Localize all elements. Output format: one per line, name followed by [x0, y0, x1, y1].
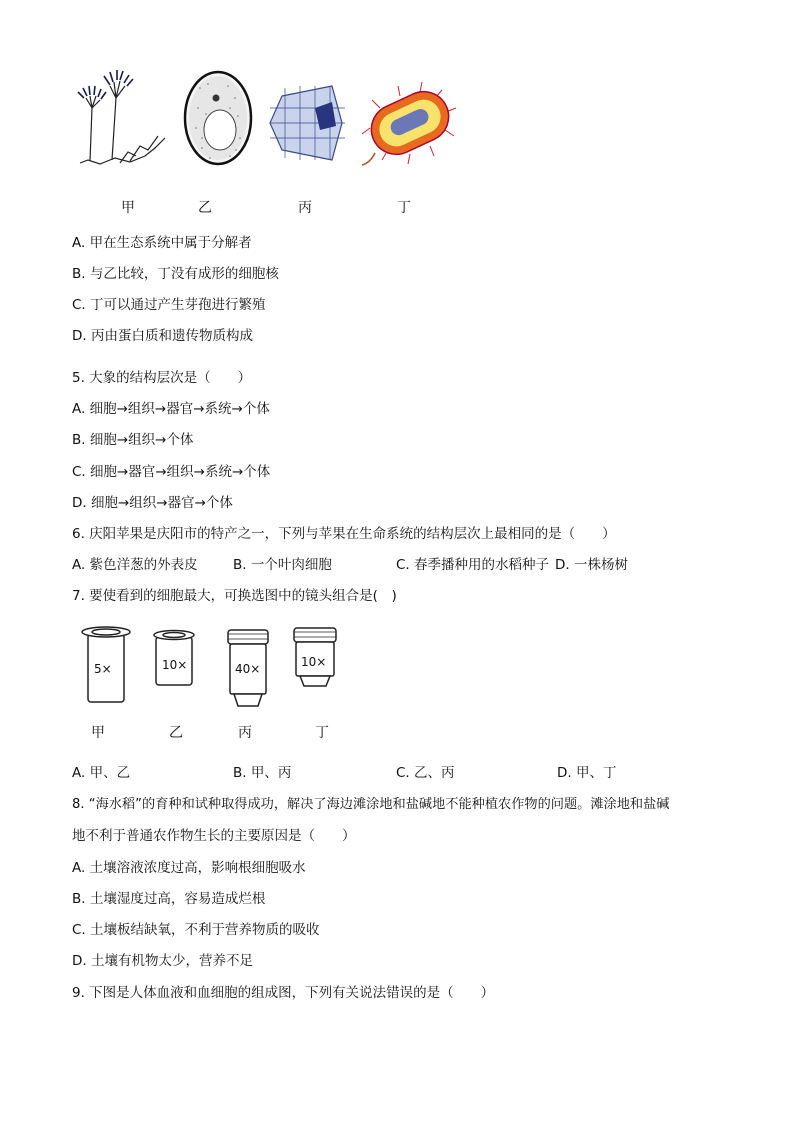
figure-organisms: [70, 68, 460, 178]
q8-stem-line1: 8. “海水稻”的育种和试种取得成功，解决了海边滩涂地和盐碱地不能种植农作物的问题。滩涂地和盐碱: [72, 797, 670, 812]
q5-option-d: D. 细胞→组织→器官→个体: [72, 495, 233, 511]
lens-jia-magnification: 5×: [94, 662, 112, 676]
q6-option-d: D. 一株杨树: [555, 557, 628, 573]
lens-bing-magnification: 40×: [235, 662, 261, 676]
lens-label-yi: 乙: [169, 725, 183, 741]
q4-option-d: D. 丙由蛋白质和遗传物质构成: [72, 328, 253, 344]
q4-option-b: B. 与乙比较，丁没有成形的细胞核: [72, 266, 279, 282]
q6-option-a: A. 紫色洋葱的外表皮: [72, 557, 198, 573]
cell-illustration: [185, 72, 251, 164]
q6-stem: 6. 庆阳苹果是庆阳市的特产之一，下列与苹果在生命系统的结构层次上最相同的是（ ）: [72, 526, 616, 542]
lens-label-ding: 丁: [315, 725, 329, 741]
q7-stem: 7. 要使看到的细胞最大，可换选图中的镜头组合是( ): [72, 588, 397, 604]
q5-option-c: C. 细胞→器官→组织→系统→个体: [72, 464, 271, 480]
q7-option-c: C. 乙、丙: [396, 765, 455, 781]
q8-option-a: A. 土壤溶液浓度过高，影响根细胞吸水: [72, 860, 306, 876]
figure1-label-jia: 甲: [121, 200, 135, 216]
q8-option-b: B. 土壤湿度过高，容易造成烂根: [72, 891, 266, 907]
q7-option-d: D. 甲、丁: [557, 765, 617, 781]
q9-stem: 9. 下图是人体血液和血细胞的组成图，下列有关说法错误的是（ ）: [72, 985, 495, 1001]
q5-option-b: B. 细胞→组织→个体: [72, 432, 194, 448]
figure1-label-ding: 丁: [397, 200, 411, 216]
q5-option-a: A. 细胞→组织→器官→系统→个体: [72, 401, 270, 417]
q6-option-c: C. 春季播种用的水稻种子: [396, 557, 550, 573]
q8-option-c: C. 土壤板结缺氧，不利于营养物质的吸收: [72, 922, 320, 938]
q8-stem-line2: 地不利于普通农作物生长的主要原因是（ ）: [72, 828, 356, 844]
q4-option-a: A. 甲在生态系统中属于分解者: [72, 235, 252, 251]
q8-option-d: D. 土壤有机物太少，营养不足: [72, 953, 253, 969]
bacterium-illustration: [362, 82, 457, 165]
q4-option-c: C. 丁可以通过产生芽孢进行繁殖: [72, 297, 266, 313]
q7-option-b: B. 甲、丙: [233, 765, 292, 781]
organisms-illustration: [70, 68, 460, 178]
lens-label-jia: 甲: [91, 725, 105, 741]
lens-ding-magnification: 10×: [301, 655, 327, 669]
lens-label-bing: 丙: [238, 725, 252, 741]
q7-option-a: A. 甲、乙: [72, 765, 131, 781]
lens-yi-magnification: 10×: [162, 658, 188, 672]
q6-option-b: B. 一个叶肉细胞: [233, 557, 332, 573]
figure1-label-bing: 丙: [298, 200, 312, 216]
mold-illustration: [78, 70, 165, 164]
q5-stem: 5. 大象的结构层次是（ ）: [72, 370, 252, 386]
virus-illustration: [270, 86, 345, 160]
figure1-label-yi: 乙: [198, 200, 212, 216]
lens-figure: [76, 622, 356, 714]
